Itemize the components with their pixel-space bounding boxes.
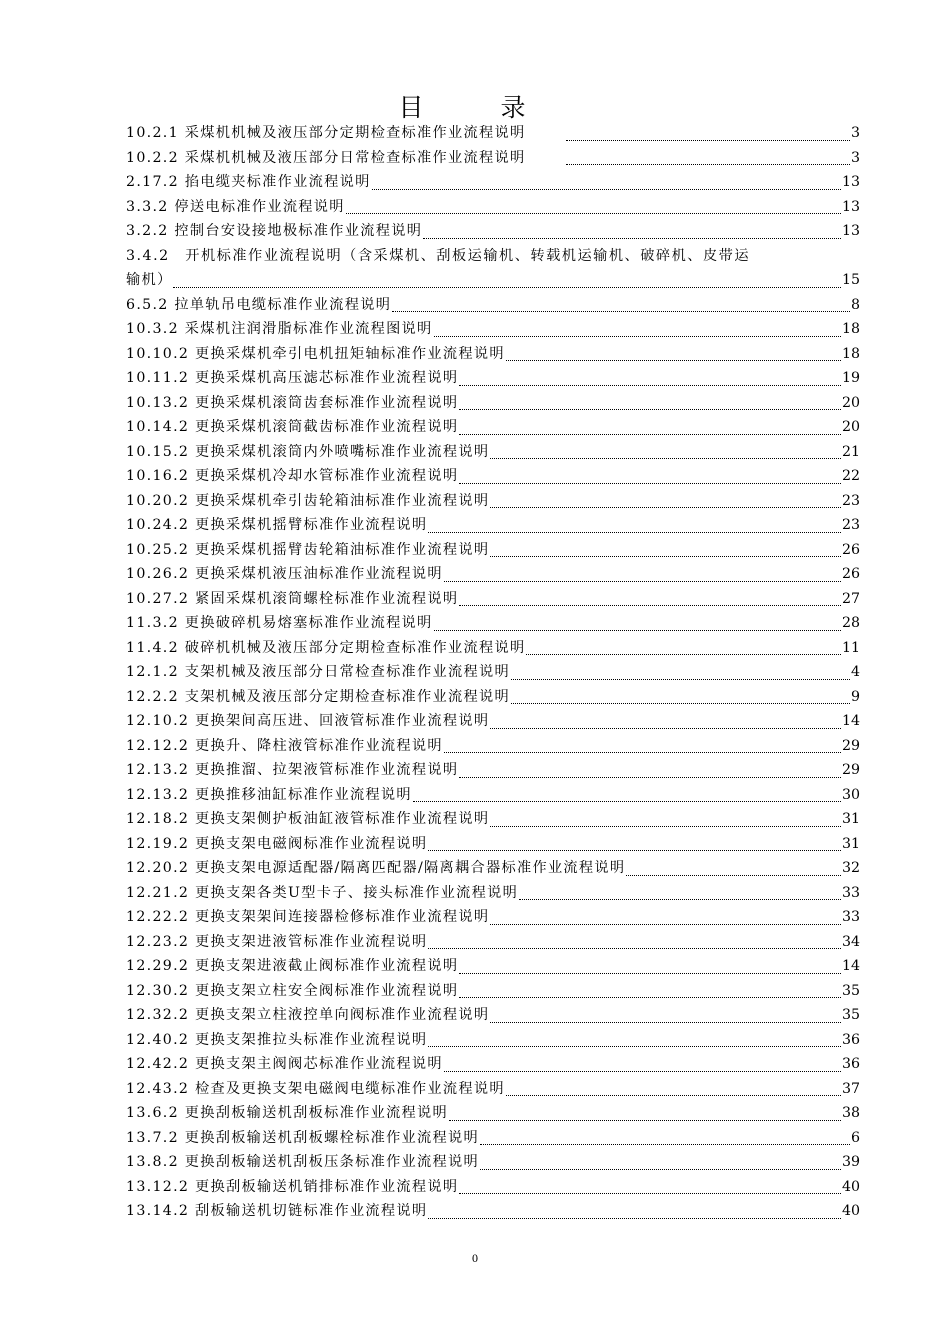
toc-entry-page: 33 [841, 909, 860, 925]
toc-entry-label: 12.13.2 更换推移油缸标准作业流程说明 [126, 786, 412, 803]
toc-entry-label: 10.15.2 更换采煤机滚筒内外喷嘴标准作业流程说明 [126, 443, 490, 460]
toc-entry-label: 13.6.2 更换刮板输送机刮板标准作业流程说明 [126, 1105, 449, 1121]
toc-entry-label: 13.7.2 更换刮板输送机刮板螺栓标准作业流程说明 [126, 1129, 479, 1146]
toc-entry-label: 12.32.2 更换支架立柱液控单向阀标准作业流程说明 [126, 1007, 490, 1023]
toc-leader-dots [444, 571, 841, 582]
toc-entry-label: 12.18.2 更换支架侧护板油缸液管标准作业流程说明 [126, 811, 490, 827]
toc-entry[interactable] [126, 1077, 860, 1102]
toc-entry-label: 12.22.2 更换支架架间连接器检修标准作业流程说明 [126, 909, 490, 925]
toc-entry-label: 6.5.2 拉单轨吊电缆标准作业流程说明 [126, 296, 392, 313]
toc-entry[interactable] [126, 758, 860, 783]
toc-leader-dots [434, 326, 841, 337]
toc-entry[interactable] [126, 195, 860, 220]
toc-entry-label: 2.17.2 掐电缆夹标准作业流程说明 [126, 174, 371, 190]
toc-entry[interactable] [126, 1150, 860, 1175]
toc-entry-label: 13.8.2 更换刮板输送机刮板压条标准作业流程说明 [126, 1154, 479, 1170]
toc-entry-page: 28 [841, 615, 860, 631]
toc-entry-page: 3 [850, 149, 860, 166]
toc-entry-page: 23 [841, 517, 860, 533]
toc-entry-page: 35 [841, 982, 860, 999]
toc-leader-dots [526, 644, 840, 655]
toc-entry[interactable] [126, 146, 860, 171]
toc-entry-page: 33 [841, 884, 860, 901]
toc-entry[interactable] [126, 440, 860, 465]
toc-entry[interactable] [126, 807, 860, 832]
toc-entry-page: 26 [841, 541, 860, 558]
toc-entry-label: 12.40.2 更换支架推拉头标准作业流程说明 [126, 1031, 428, 1048]
toc-entry-label: 10.3.2 采煤机注润滑脂标准作业流程图说明 [126, 321, 433, 337]
toc-leader-dots [444, 1061, 841, 1072]
toc-entry[interactable] [126, 415, 860, 440]
toc-leader-dots [459, 987, 841, 998]
toc-leader-dots [372, 179, 841, 190]
toc-entry-label: 10.24.2 更换采煤机摇臂标准作业流程说明 [126, 517, 428, 533]
toc-entry[interactable] [126, 611, 860, 636]
toc-leader-dots [459, 473, 841, 484]
toc-leader-dots [490, 497, 841, 508]
toc-entry-label: 12.43.2 检查及更换支架电磁阀电缆标准作业流程说明 [126, 1080, 505, 1097]
toc-leader-dots [459, 767, 841, 778]
toc-entry-page: 15 [841, 272, 860, 288]
toc-leader-dots [444, 742, 841, 753]
toc-entry-page: 37 [841, 1080, 860, 1097]
toc-leader-dots [459, 399, 841, 410]
toc-leader-dots [449, 1110, 841, 1121]
toc-entry[interactable] [126, 513, 860, 538]
toc-entry[interactable] [126, 170, 860, 195]
toc-leader-dots [459, 375, 841, 386]
toc-entry-label: 12.19.2 更换支架电磁阀标准作业流程说明 [126, 835, 428, 852]
toc-entry-page: 39 [841, 1154, 860, 1170]
toc-entry[interactable] [126, 293, 860, 318]
toc-leader-dots [346, 203, 841, 214]
toc-entry[interactable] [126, 489, 860, 514]
toc-leader-dots [490, 448, 841, 459]
toc-entry-label: 3.4.2 开机标准作业流程说明（含采煤机、刮板运输机、转载机运输机、破碎机、皮带运 [126, 247, 751, 264]
table-of-contents [126, 121, 860, 1224]
toc-entry-label: 12.10.2 更换架间高压进、回液管标准作业流程说明 [126, 713, 490, 729]
toc-leader-dots [173, 277, 840, 288]
toc-entry[interactable] [126, 562, 860, 587]
toc-title: 目 录 [398, 95, 552, 122]
toc-entry-label: 12.42.2 更换支架主阀阀芯标准作业流程说明 [126, 1056, 443, 1072]
toc-entry-page: 13 [841, 223, 860, 239]
toc-entry-label: 10.14.2 更换采煤机滚筒截齿标准作业流程说明 [126, 419, 459, 435]
toc-entry-page: 13 [841, 198, 860, 215]
toc-entry-label: 10.2.1 采煤机机械及液压部分定期检查标准作业流程说明 [126, 125, 526, 141]
toc-entry-page: 34 [841, 933, 860, 950]
toc-entry-page: 35 [841, 1007, 860, 1023]
toc-entry-page: 14 [841, 958, 860, 974]
toc-entry-page: 31 [841, 835, 860, 852]
toc-entry-page: 20 [841, 419, 860, 435]
toc-entry[interactable] [126, 1028, 860, 1053]
toc-entry[interactable] [126, 587, 860, 612]
toc-entry-page: 40 [841, 1203, 860, 1219]
toc-entry-page: 4 [850, 664, 860, 680]
toc-entry-page: 22 [841, 468, 860, 484]
toc-entry[interactable] [126, 342, 860, 367]
toc-entry-label: 12.29.2 更换支架进液截止阀标准作业流程说明 [126, 958, 459, 974]
toc-leader-dots [566, 154, 850, 165]
toc-leader-dots [506, 350, 841, 361]
toc-entry-page: 14 [841, 713, 860, 729]
toc-entry[interactable] [126, 538, 860, 563]
toc-entry-label: 10.27.2 紧固采煤机滚筒螺栓标准作业流程说明 [126, 590, 459, 607]
toc-entry[interactable] [126, 685, 860, 710]
toc-entry-page: 18 [841, 345, 860, 362]
toc-leader-dots [459, 1183, 841, 1194]
toc-leader-dots [459, 963, 841, 974]
toc-entry-label: 10.26.2 更换采煤机液压油标准作业流程说明 [126, 566, 443, 582]
toc-leader-dots [428, 938, 841, 949]
toc-entry-label: 10.11.2 更换采煤机高压滤芯标准作业流程说明 [126, 370, 459, 386]
toc-leader-dots [490, 718, 841, 729]
toc-entry-label: 13.12.2 更换刮板输送机销排标准作业流程说明 [126, 1178, 459, 1195]
toc-entry-page: 3 [850, 125, 860, 141]
toc-entry-page: 20 [841, 394, 860, 411]
toc-entry[interactable] [126, 317, 860, 342]
toc-entry-page: 26 [841, 566, 860, 582]
toc-entry[interactable] [126, 636, 860, 661]
toc-leader-dots [423, 228, 841, 239]
toc-entry-label: 12.12.2 更换升、降柱液管标准作业流程说明 [126, 737, 443, 754]
toc-entry[interactable] [126, 1003, 860, 1028]
toc-entry[interactable] [126, 1175, 860, 1200]
toc-entry[interactable] [126, 856, 860, 881]
toc-entry[interactable] [126, 905, 860, 930]
toc-leader-dots [480, 1159, 841, 1170]
toc-entry[interactable] [126, 219, 860, 244]
toc-leader-dots [490, 546, 841, 557]
toc-entry-label-continued: 输机） [126, 272, 173, 288]
toc-entry-label: 3.2.2 控制台安设接地极标准作业流程说明 [126, 223, 423, 239]
toc-entry-label: 3.3.2 停送电标准作业流程说明 [126, 198, 345, 215]
toc-entry-label: 13.14.2 刮板输送机切链标准作业流程说明 [126, 1203, 428, 1219]
toc-entry-page: 6 [850, 1129, 860, 1146]
toc-leader-dots [511, 669, 850, 680]
toc-entry[interactable] [126, 709, 860, 734]
toc-leader-dots [480, 1134, 850, 1145]
toc-leader-dots [459, 424, 841, 435]
toc-entry-page: 40 [841, 1178, 860, 1195]
toc-entry-page: 23 [841, 492, 860, 509]
toc-entry[interactable] [126, 734, 860, 759]
toc-entry-page: 9 [850, 688, 860, 705]
toc-entry[interactable] [126, 1126, 860, 1151]
toc-entry-label: 10.13.2 更换采煤机滚筒齿套标准作业流程说明 [126, 394, 459, 411]
toc-entry[interactable] [126, 391, 860, 416]
toc-entry-label: 12.21.2 更换支架各类U型卡子、接头标准作业流程说明 [126, 884, 519, 901]
toc-entry[interactable] [126, 660, 860, 685]
toc-leader-dots [428, 522, 841, 533]
toc-entry[interactable] [126, 366, 860, 391]
toc-leader-dots [511, 693, 850, 704]
toc-entry-page: 21 [841, 443, 860, 460]
toc-leader-dots [428, 840, 841, 851]
toc-entry[interactable] [126, 979, 860, 1004]
toc-leader-dots [434, 620, 841, 631]
toc-entry[interactable] [126, 1199, 860, 1224]
toc-entry[interactable] [126, 244, 860, 293]
toc-entry-label: 11.4.2 破碎机机械及液压部分定期检查标准作业流程说明 [126, 639, 526, 656]
toc-leader-dots [506, 1085, 841, 1096]
toc-leader-dots [626, 865, 841, 876]
toc-leader-dots [519, 889, 841, 900]
toc-entry-page: 29 [841, 737, 860, 754]
toc-entry-page: 30 [841, 786, 860, 803]
toc-entry-label: 10.10.2 更换采煤机牵引电机扭矩轴标准作业流程说明 [126, 345, 505, 362]
toc-leader-dots [566, 130, 850, 141]
toc-entry[interactable] [126, 1052, 860, 1077]
toc-entry-page: 13 [841, 174, 860, 190]
toc-leader-dots [490, 914, 841, 925]
toc-entry[interactable] [126, 121, 860, 146]
toc-entry-page: 19 [841, 370, 860, 386]
toc-entry-label: 12.23.2 更换支架进液管标准作业流程说明 [126, 933, 428, 950]
toc-entry-page: 11 [841, 639, 860, 656]
toc-leader-dots [413, 791, 841, 802]
toc-entry-continuation [126, 268, 860, 293]
toc-entry-page: 29 [841, 762, 860, 778]
toc-leader-dots [392, 301, 850, 312]
toc-leader-dots [490, 1012, 841, 1023]
toc-entry-page: 27 [841, 590, 860, 607]
toc-entry-label: 12.20.2 更换支架电源适配器/隔离匹配器/隔离耦合器标准作业流程说明 [126, 860, 626, 876]
toc-entry-page: 38 [841, 1105, 860, 1121]
toc-leader-dots [459, 595, 841, 606]
toc-entry-page: 36 [841, 1056, 860, 1072]
toc-entry-page: 18 [841, 321, 860, 337]
toc-leader-dots [428, 1208, 841, 1219]
toc-entry-label: 10.25.2 更换采煤机摇臂齿轮箱油标准作业流程说明 [126, 541, 490, 558]
toc-entry-label: 11.3.2 更换破碎机易熔塞标准作业流程说明 [126, 615, 433, 631]
toc-entry[interactable] [126, 881, 860, 906]
toc-leader-dots [490, 816, 841, 827]
toc-entry-label: 10.2.2 采煤机机械及液压部分日常检查标准作业流程说明 [126, 149, 526, 166]
toc-entry[interactable] [126, 954, 860, 979]
toc-entry[interactable] [126, 930, 860, 955]
toc-entry-page: 8 [850, 296, 860, 313]
toc-entry-label: 10.20.2 更换采煤机牵引齿轮箱油标准作业流程说明 [126, 492, 490, 509]
toc-entry-label: 12.13.2 更换推溜、拉架液管标准作业流程说明 [126, 762, 459, 778]
toc-entry[interactable] [126, 832, 860, 857]
toc-entry-label: 12.30.2 更换支架立柱安全阀标准作业流程说明 [126, 982, 459, 999]
toc-entry-label: 12.1.2 支架机械及液压部分日常检查标准作业流程说明 [126, 664, 510, 680]
toc-entry[interactable] [126, 464, 860, 489]
page-number: 0 [472, 1251, 478, 1265]
toc-entry-page: 32 [841, 860, 860, 876]
toc-entry[interactable] [126, 783, 860, 808]
toc-leader-dots [428, 1036, 841, 1047]
toc-entry-label: 12.2.2 支架机械及液压部分定期检查标准作业流程说明 [126, 688, 510, 705]
toc-entry-label: 10.16.2 更换采煤机冷却水管标准作业流程说明 [126, 468, 459, 484]
toc-entry[interactable] [126, 1101, 860, 1126]
toc-entry-page: 36 [841, 1031, 860, 1048]
toc-entry-page: 31 [841, 811, 860, 827]
